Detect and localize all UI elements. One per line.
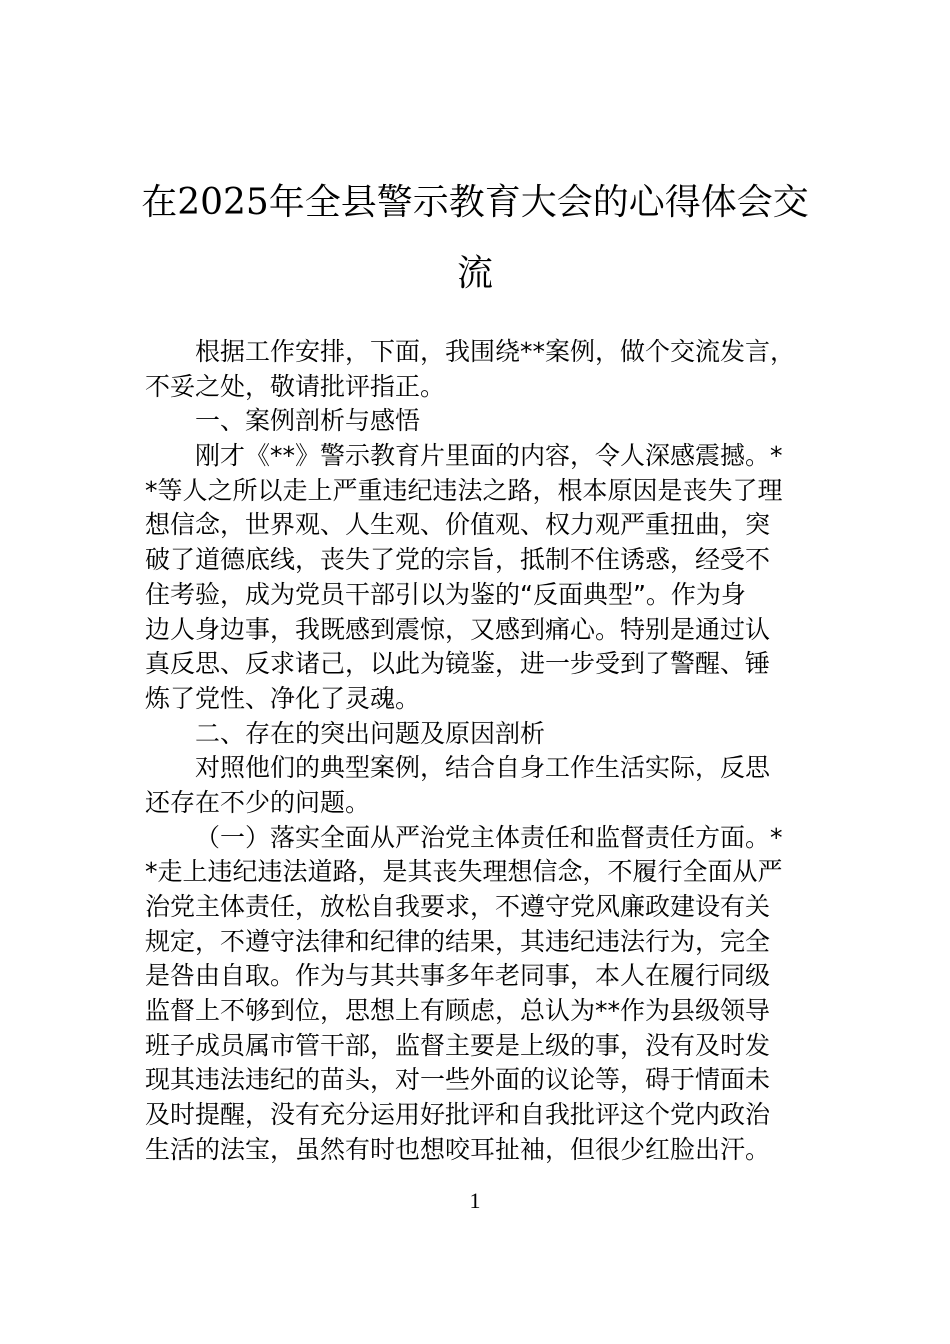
paragraph <box>145 821 825 1168</box>
paragraph <box>145 717 825 752</box>
paragraph-line: 想信念，世界观、人生观、价值观、权力观严重扭曲，突 <box>145 510 771 540</box>
paragraph <box>145 751 825 820</box>
paragraph-line: 真反思、反求诸己，以此为镜鉴，进一步受到了警醒、锤 <box>145 649 771 679</box>
paragraph-line: 对照他们的典型案例，结合自身工作生活实际，反思 <box>195 753 771 783</box>
paragraph-line: 治党主体责任，放松自我要求，不遵守党风廉政建设有关 <box>145 892 771 921</box>
paragraph-line: 班子成员属市管干部，监督主要是上级的事，没有及时发 <box>145 1030 771 1060</box>
paragraph <box>145 335 825 404</box>
paragraph-line: 边人身边事，我既感到震惊，又感到痛心。特别是通过认 <box>145 614 771 644</box>
paragraph-line: 监督上不够到位，思想上有顾虑，总认为**作为县级领导 <box>145 996 771 1026</box>
paragraph <box>145 404 825 439</box>
document-title-line-1: 在2025年全县警示教育大会的心得体会交 <box>141 182 809 223</box>
paragraph-line: 现其违法违纪的苗头，对一些外面的议论等，碍于情面未 <box>145 1065 771 1095</box>
paragraph <box>145 439 825 717</box>
paragraph-line: 及时提醒，没有充分运用好批评和自我批评这个党内政治 <box>145 1100 771 1130</box>
page-number: 1 <box>469 1188 481 1213</box>
paragraph-line: 破了道德底线，丧失了党的宗旨，抵制不住诱惑，经受不 <box>145 545 771 575</box>
paragraph-line: *等人之所以走上严重违纪违法之路，根本原因是丧失了理 <box>145 475 783 505</box>
paragraph-line: 还存在不少的问题。 <box>145 787 371 817</box>
paragraph-line: 二、存在的突出问题及原因剖析 <box>195 718 546 748</box>
document-body <box>145 335 825 1168</box>
paragraph-line: 是咎由自取。作为与其共事多年老同事，本人在履行同级 <box>145 961 771 991</box>
paragraph-line: 规定，不遵守法律和纪律的结果，其违纪违法行为，完全 <box>145 926 771 956</box>
paragraph-line: 根据工作安排，下面，我围绕**案例，做个交流发言， <box>195 337 796 366</box>
paragraph-line: （一）落实全面从严治党主体责任和监督责任方面。* <box>195 822 783 852</box>
paragraph-line: 不妥之处，敬请批评指正。 <box>145 371 446 401</box>
paragraph-line: *走上违纪违法道路，是其丧失理想信念，不履行全面从严 <box>145 857 783 887</box>
paragraph-line: 刚才《**》警示教育片里面的内容，令人深感震撼。* <box>195 441 783 471</box>
paragraph-line: 炼了党性、净化了灵魂。 <box>145 683 421 713</box>
paragraph-line: 一、案例剖析与感悟 <box>195 406 421 436</box>
paragraph-line: 住考验，成为党员干部引以为鉴的“反面典型”。作为身 <box>145 579 746 609</box>
paragraph-line: 生活的法宝，虽然有时也想咬耳扯袖，但很少红脸出汗。 <box>145 1134 771 1164</box>
document-title-line-2: 流 <box>456 253 493 294</box>
